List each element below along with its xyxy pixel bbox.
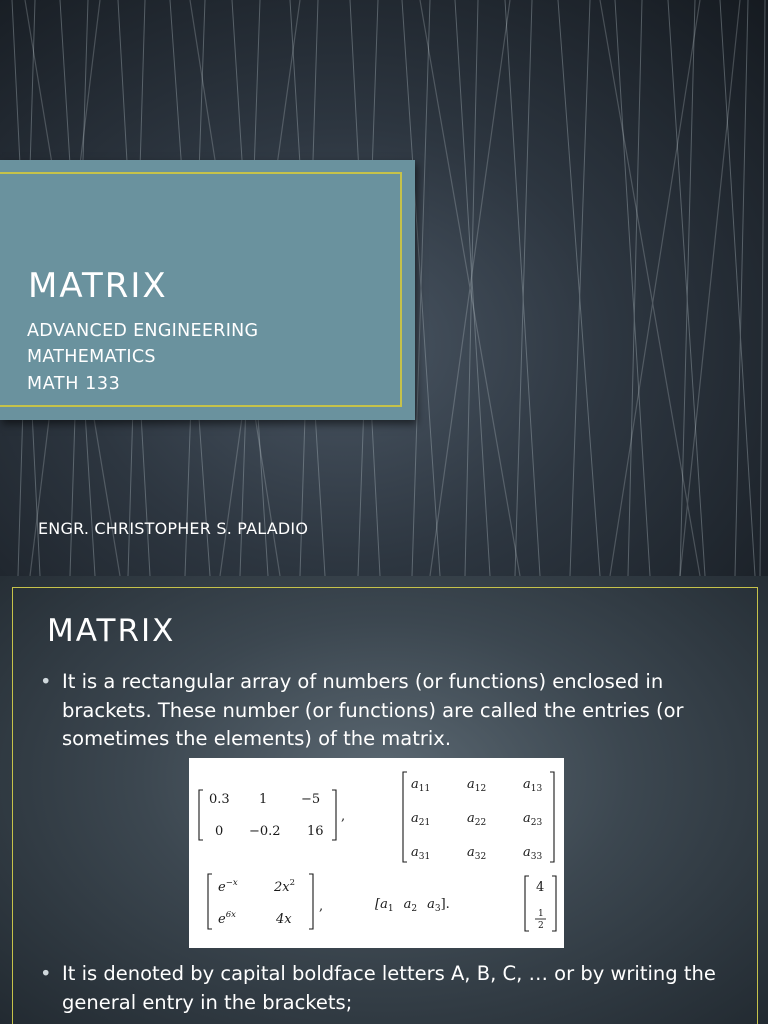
matrix-entry: $e^{6x}$ xyxy=(218,910,236,927)
fraction-numerator: 1 xyxy=(538,909,544,919)
matrix-entry: $a_{33}$ xyxy=(523,845,543,862)
matrix-entry: 4 xyxy=(536,880,545,895)
matrix-entry: $a_{31}$ xyxy=(411,845,431,862)
slide-title: MATRIX xyxy=(28,266,168,306)
bullet-item xyxy=(40,668,740,754)
row-vector: [$a_1$ $a_2$ $a_3$]. xyxy=(375,897,450,914)
bullet-marker: • xyxy=(40,670,52,693)
matrix-entry: $a_{11}$ xyxy=(411,777,431,794)
matrix-entry: −5 xyxy=(301,792,321,807)
course-code: MATH 133 xyxy=(27,374,121,394)
slide-subtitle: ADVANCED ENGINEERING MATHEMATICS xyxy=(27,321,259,367)
matrix-entry: 0 xyxy=(215,824,224,839)
matrix-comma: , xyxy=(341,809,346,824)
fraction-denominator: 2 xyxy=(538,921,544,931)
bullet-text: It is a rectangular array of numbers (or functions) enclosed in brackets. These number (or functions) are called the entries (or sometimes the elements) of the matrix. xyxy=(62,670,684,750)
matrix-entry: $a_{22}$ xyxy=(467,811,487,828)
matrix-entry: $a_{12}$ xyxy=(467,777,487,794)
content-slide xyxy=(0,576,768,1024)
matrix-examples-image xyxy=(189,758,564,948)
matrix-entry: $a_{32}$ xyxy=(467,845,487,862)
matrix-entry: 0.3 xyxy=(209,792,230,807)
matrix-entry: $a_{13}$ xyxy=(523,777,543,794)
matrix-entry: $2x^2$ xyxy=(274,878,296,895)
bullet-text: It is denoted by capital boldface letters A, B, C, … or by writing the general entry in the brackets; xyxy=(62,962,716,1014)
matrix-entry: 4x xyxy=(276,912,292,927)
matrix-entry: $a_{23}$ xyxy=(523,811,543,828)
bullet-item xyxy=(40,960,740,1017)
matrix-entry: 16 xyxy=(307,824,324,839)
bullet-marker: • xyxy=(40,962,52,985)
matrix-entry: $e^{-x}$ xyxy=(218,878,238,895)
matrix-entry: −0.2 xyxy=(249,824,281,839)
matrix-entry: 1 xyxy=(259,792,268,807)
author-name: ENGR. CHRISTOPHER S. PALADIO xyxy=(38,519,309,538)
matrix-entry: $a_{21}$ xyxy=(411,811,431,828)
content-slide-title: MATRIX xyxy=(47,613,176,649)
matrix-comma: , xyxy=(319,899,324,914)
